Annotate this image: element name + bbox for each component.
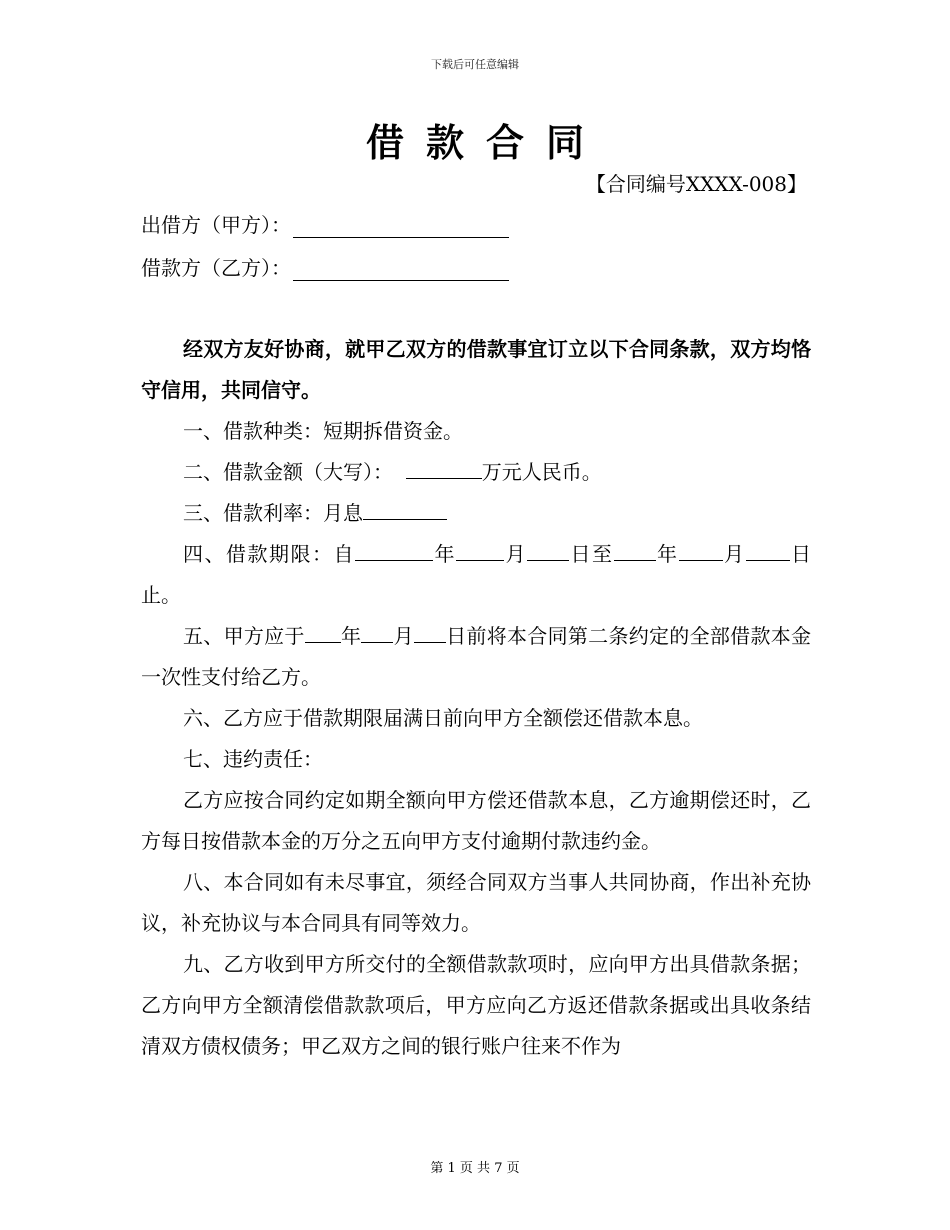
clause-4 — [141, 534, 811, 616]
clause-5 — [141, 616, 811, 698]
borrower-row — [141, 252, 509, 281]
date-blank — [679, 540, 723, 561]
clause-5-text: 五、甲方应于 — [183, 624, 305, 648]
header-note: 下载后可任意编辑 — [431, 58, 519, 71]
page-title: 借款合同 — [365, 120, 606, 165]
page-footer: 第 1 页 共 7 页 — [430, 1161, 520, 1176]
amount-blank — [406, 458, 482, 479]
clause-2 — [141, 452, 811, 493]
date-blank — [305, 622, 341, 643]
lender-blank — [293, 217, 509, 238]
date-blank — [746, 540, 790, 561]
date-blank — [355, 540, 433, 561]
clause-4-text: 年 — [655, 542, 679, 566]
date-blank — [527, 540, 569, 561]
clause-4-text: 日至 — [569, 542, 614, 566]
clause-6: 六、乙方应于借款期限届满日前向甲方全额偿还借款本息。 — [183, 706, 703, 730]
clause-4-text: 年 — [433, 542, 456, 566]
clause-1: 一、借款种类：短期拆借资金。 — [183, 419, 463, 443]
contract-number: 【合同编号XXXX-008】 — [585, 172, 807, 196]
clause-4-text: 四、借款期限：自 — [183, 542, 355, 566]
clause-2-prefix: 二、借款金额（大写）： — [183, 460, 393, 484]
borrower-blank — [293, 260, 509, 281]
clause-7: 七、违约责任： — [183, 747, 323, 771]
borrower-label: 借款方（乙方）： — [141, 256, 291, 280]
interest-blank — [363, 499, 447, 520]
date-blank — [614, 540, 656, 561]
clause-5-text: 年 — [340, 624, 362, 648]
clause-5-text: 月 — [393, 624, 414, 648]
clause-4-text: 月 — [504, 542, 527, 566]
date-blank — [361, 622, 393, 643]
clause-8: 八、本合同如有未尽事宜，须经合同双方当事人共同协商，作出补充协议，补充协议与本合同具有同等效力。 — [141, 870, 811, 935]
clause-4-text: 日止。 — [141, 542, 811, 607]
clause-3 — [141, 493, 811, 534]
clause-7-detail: 乙方应按合同约定如期全额向甲方偿还借款本息，乙方逾期偿还时，乙方每日按借款本金的万分之五向甲方支付逾期付款违约金。 — [141, 788, 811, 853]
clause-4-text: 月 — [722, 542, 746, 566]
date-blank — [456, 540, 504, 561]
lender-label: 出借方（甲方）： — [141, 213, 291, 237]
clause-2-suffix: 万元人民币。 — [481, 460, 602, 484]
clause-5-text: 日前将本合同第二条约定的全部借款本金一次性支付给乙方。 — [141, 624, 812, 689]
clause-9: 九、乙方收到甲方所交付的全额借款款项时，应向甲方出具借款条据；乙方向甲方全额清偿借款款项后，甲方应向乙方返还借款条据或出具收条结清双方债权债务；甲乙双方之间的银行账户往来不作为 — [141, 952, 811, 1058]
clause-3-label: 三、借款利率：月息 — [183, 501, 363, 525]
intro-paragraph: 经双方友好协商，就甲乙双方的借款事宜订立以下合同条款，双方均恪守信用，共同信守。 — [141, 337, 811, 402]
date-blank — [414, 622, 446, 643]
lender-row — [141, 209, 509, 238]
contract-body — [141, 329, 811, 1067]
